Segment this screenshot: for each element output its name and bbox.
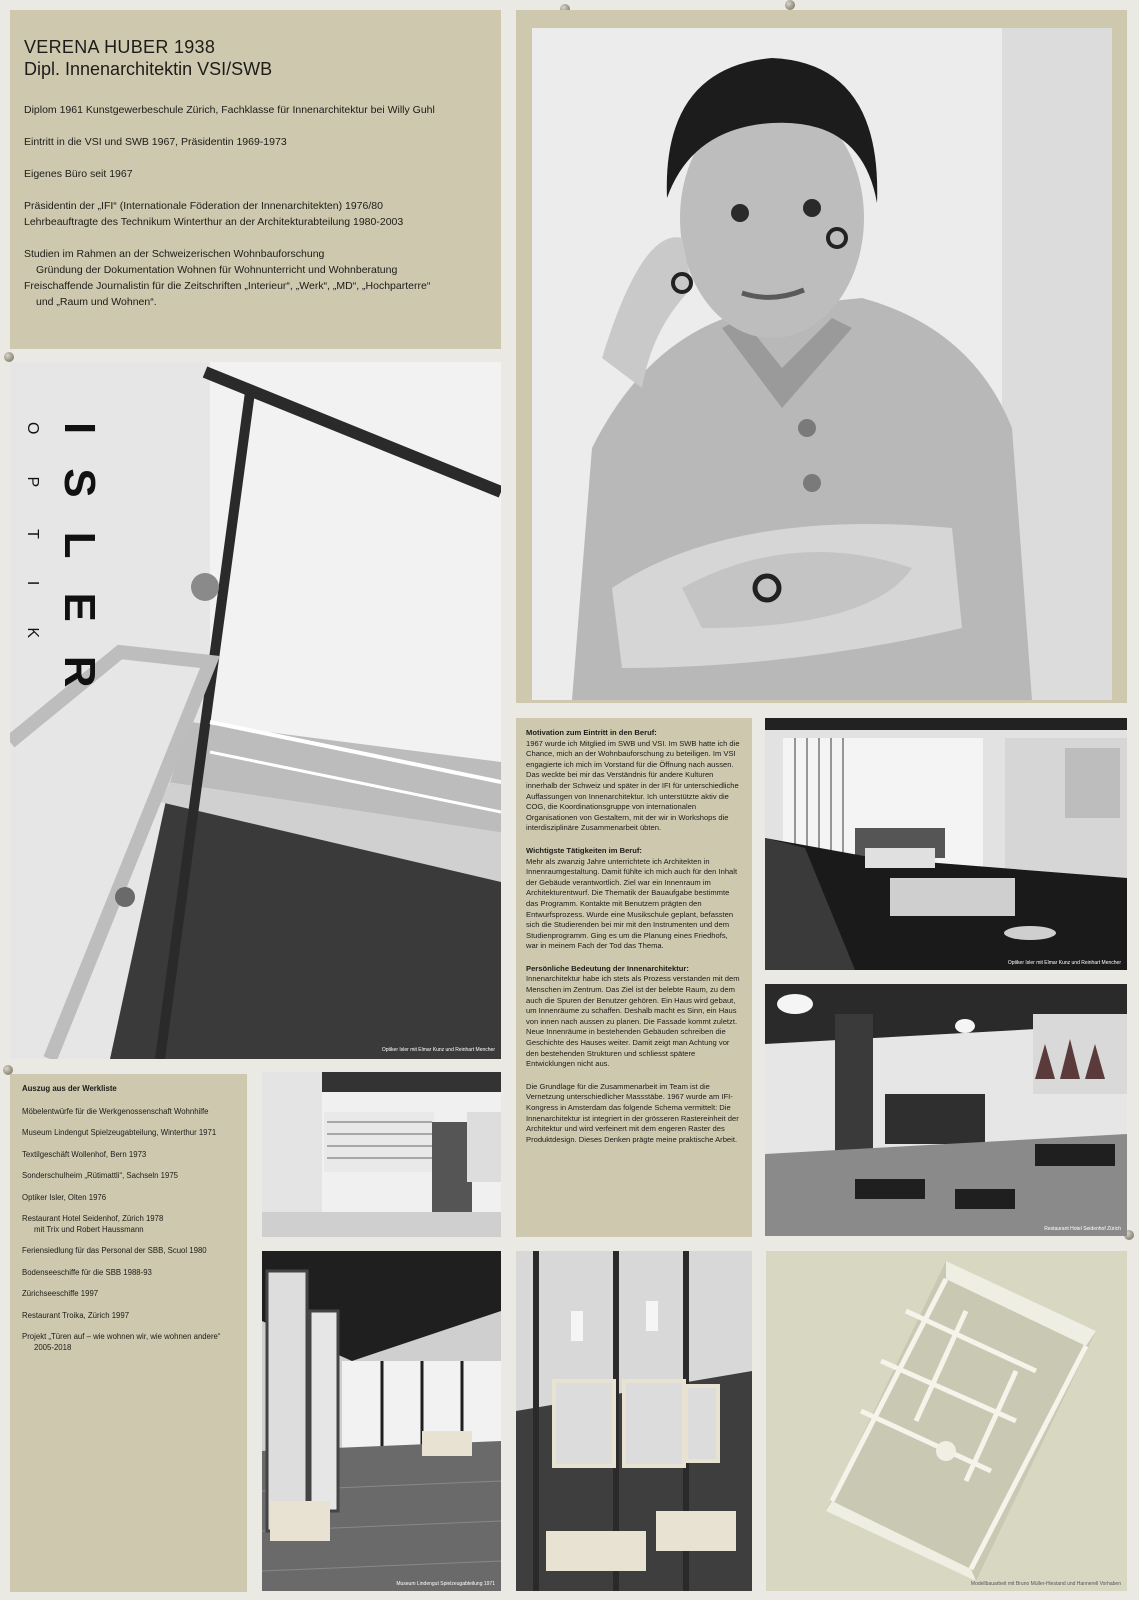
works-item: Projekt „Türen auf – wie wohnen wir, wie wohnen andere“ [22,1332,221,1341]
portrait-frame [516,10,1127,703]
works-item: Textilgeschäft Wollenhof, Bern 1973 [22,1149,147,1159]
section-heading: Wichtigste Tätigkeiten im Beruf: [526,845,642,855]
person-title: Dipl. Innenarchitektin VSI/SWB [24,59,273,79]
bio-line: Präsidentin der „IFI“ (Internationale Föderation der Innenarchitekten) 1976/80 [24,200,383,212]
optician-display-photo [262,1072,501,1237]
bio-line: Eigenes Büro seit 1967 [24,168,133,180]
works-list-panel [10,1074,247,1592]
bio-line: Eintritt in die VSI und SWB 1967, Präsidentin 1969-1973 [24,136,287,148]
restaurant-photo [765,984,1127,1236]
pin [785,0,795,10]
paragraph: Die Grundlage für die Zusammenarbeit im Team ist die Vernetzung unterschiedlicher Massstäbe. 1967 wurde am IFI-Kongress in Amsterdam das folgende Schema vermittelt: Die Innenarchitektur ist integriert in der grösseren Rastereinheit der Architektur und wird verfeinert mit dem engeren Raster des Produktdesign. Dieses Denken prägte meine praktische Arbeit. [526,1081,739,1144]
paragraph: 1967 wurde ich Mitglied im SWB und VSI. Im SWB hatte ich die Chance, mich an der Wohnbauforschung zu beteiligen. Im VSI engagierte ich mich im Vorstand für die Öffnung nach aussen. Das weckte bei mir das Verständnis für andere Kulturen innerhalb der Schweiz und später in der IFI für unterschiedliche Auffassungen von Innenarchitektur. Ich unterstützte aktiv die COG, die Koordinationsgruppe von internationalen Organisationen von Gestaltern, mit der wir in Workshops die interdisziplinäre Zusammenarbeit übten. [526,738,740,833]
bio-line: und „Raum und Wohnen“. [36,296,157,308]
works-item: Restaurant Troika, Zürich 1997 [22,1310,130,1320]
bio-line: Freischaffende Journalistin für die Zeitschriften „Interieur“, „Werk“, „MD“, „Hochparterre“ [24,280,431,292]
works-heading: Auszug aus der Werkliste [22,1084,117,1093]
vitrine-photo [516,1251,752,1591]
motivation-text-panel [516,718,752,1237]
works-item: Bodenseeschiffe für die SBB 1988-93 [22,1267,152,1277]
person-name: VERENA HUBER 1938 [24,37,216,57]
photo-caption: Museum Lindengut Spielzeugabteilung 1971 [396,1581,495,1587]
works-item: Optiker Isler, Olten 1976 [22,1192,107,1202]
architectural-model-photo [766,1251,1127,1591]
signage-sub: OPTIK [24,422,41,681]
photo-caption: Modellbauarbeit mit Bruno Müller-Hiestand und Hannerell Vorhaben [970,1581,1121,1587]
bio-line: Diplom 1961 Kunstgewerbeschule Zürich, Fachklasse für Innenarchitektur bei Willy Guhl [24,104,435,116]
biography-panel [10,10,501,349]
works-item: Zürichseeschiffe 1997 [22,1289,99,1298]
works-item: Restaurant Hotel Seidenhof, Zürich 1978 [22,1214,164,1223]
portrait-photo [532,28,1112,700]
section-heading: Motivation zum Eintritt in den Beruf: [526,728,657,737]
pin [4,352,14,362]
paragraph: Innenarchitektur habe ich stets als Prozess verstanden mit dem Menschen im Zentrum. Das Ziel ist der belebte Raum, zu dem auch die Spuren der Benutzer gehören. Ein Haus wird gebaut, um Innenräume zu schaffen. Deshalb macht es Sinn, ein Haus von innen nach aussen zu planen. Die Fassade kommt zuletzt. Neue Innenräume in bestehenden Gebäuden schreiben die Geschichte des Hauses weiter. Damit zeigt man Achtung vor den bestehenden Strukturen und schliesst spätere Entwicklungen nicht aus. [526,974,740,1069]
bio-line: Gründung der Dokumentation Wohnen für Wohnunterricht und Wohnberatung [36,264,398,276]
works-item: Möbelentwürfe für die Werkgenossenschaft Wohnhilfe [22,1106,209,1116]
stair-photo [10,362,501,1059]
optician-shop-photo [765,718,1127,970]
works-item: Sonderschulheim „Rütimattli“, Sachseln 1975 [22,1171,179,1180]
works-item: Museum Lindengut Spielzeugabteilung, Winterthur 1971 [22,1128,217,1137]
bio-line: Studien im Rahmen an der Schweizerischen Wohnbauforschung [24,248,325,260]
bio-line: Lehrbeauftragte des Technikum Winterthur an der Architekturabteilung 1980-2003 [24,216,404,228]
paragraph: Mehr als zwanzig Jahre unterrichtete ich Architekten in Innenraumgestaltung. Damit fühlte ich mich auch für den Inhalt der Gebäude verantwortlich. Ziel war ein Innenraum im Architekturentwurf. Die Thematik der Bauaufgabe bestimmte das Programm. Kontakte mit Benutzern prägten den Entwurfsprozess. Wurde eine Musikschule geplant, befassten sich die Studierenden bei mir mit den Instrumenten und dem Studienprogramm. Ging es um die Planung eines Friedhofs, war in meinem Fach der Tod das Thema. [526,856,738,951]
signage-letters: ISLER [55,422,104,722]
works-item-sub: mit Trix und Robert Haussmann [34,1224,144,1234]
photo-caption: Optiker Isler mit Elmar Kunz und Reinhart Mencher [381,1047,495,1053]
section-heading: Persönliche Bedeutung der Innenarchitektur: [526,963,689,973]
works-item: Feriensiedlung für das Personal der SBB, Scuol 1980 [22,1246,207,1255]
photo-caption: Optiker Isler mit Elmar Kunz und Reinhart Mencher [1007,960,1121,966]
museum-photo [262,1251,501,1591]
works-item-sub: 2005-2018 [34,1342,72,1352]
photo-caption: Restaurant Hotel Seidenhof Zürich [1044,1226,1121,1232]
